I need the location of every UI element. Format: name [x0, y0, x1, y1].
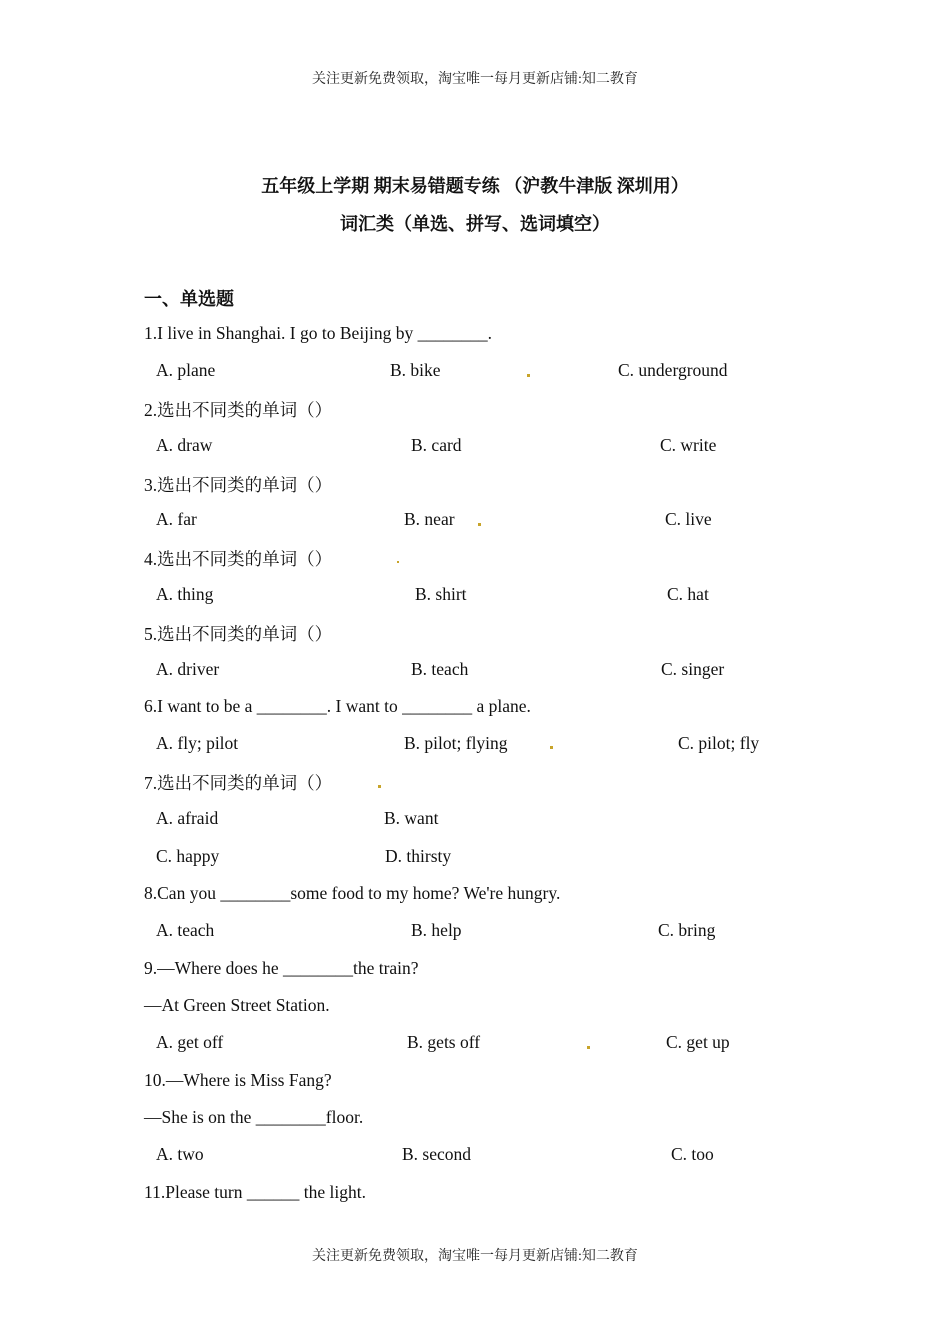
question-2-stem: 2.选出不同类的单词（） [144, 400, 333, 420]
question-6-option-c: C. pilot; fly [678, 733, 760, 753]
question-6-option-a: A. fly; pilot [156, 733, 239, 753]
question-4-option-b: B. shirt [415, 584, 467, 604]
question-9-stem: 9.—Where does he ________the train? [144, 958, 419, 978]
question-9-option-a: A. get off [156, 1032, 224, 1052]
question-3-option-a: A. far [156, 509, 197, 529]
document-subtitle: 词汇类（单选、拼写、选词填空） [340, 214, 610, 234]
question-9-option-b: B. gets off [407, 1032, 481, 1052]
question-8-option-a: A. teach [156, 920, 215, 940]
question-11-stem: 11.Please turn ______ the light. [144, 1182, 366, 1202]
question-4-stem: 4.选出不同类的单词（） [144, 549, 333, 569]
question-7-option-d: D. thirsty [385, 846, 452, 866]
question-6-stem: 6.I want to be a ________. I want to ________ a plane. [144, 696, 531, 716]
question-7-option-a: A. afraid [156, 808, 219, 828]
question-2-option-b: B. card [411, 435, 462, 455]
question-10-option-b: B. second [402, 1144, 472, 1164]
question-3-option-c: C. live [665, 509, 712, 529]
speck-mark [587, 1046, 590, 1049]
question-1-option-c: C. underground [618, 360, 728, 380]
question-2-option-c: C. write [660, 435, 717, 455]
speck-mark [527, 374, 530, 377]
question-5-stem: 5.选出不同类的单词（） [144, 624, 333, 644]
document-title: 五年级上学期 期末易错题专练 （沪教牛津版 深圳用） [261, 176, 689, 196]
question-5-option-a: A. driver [156, 659, 220, 679]
question-7-option-c: C. happy [156, 846, 220, 866]
page-header: 关注更新免费领取，淘宝唯一每月更新店铺:知二教育 [312, 72, 638, 87]
question-7-option-b: B. want [384, 808, 439, 828]
question-4-option-a: A. thing [156, 584, 214, 604]
question-10-stem: 10.—Where is Miss Fang? [144, 1070, 332, 1090]
speck-mark [378, 785, 381, 788]
speck-mark [550, 746, 553, 749]
question-6-option-b: B. pilot; flying [404, 733, 508, 753]
question-8-option-c: C. bring [658, 920, 716, 940]
question-7-stem: 7.选出不同类的单词（） [144, 773, 333, 793]
question-9-option-c: C. get up [666, 1032, 730, 1052]
section-title: 一、单选题 [144, 289, 234, 309]
question-8-stem: 8.Can you ________some food to my home? We're hungry. [144, 883, 561, 903]
question-2-option-a: A. draw [156, 435, 213, 455]
question-10-option-a: A. two [156, 1144, 204, 1164]
question-10-answer-line: —She is on the ________floor. [144, 1107, 364, 1127]
question-3-stem: 3.选出不同类的单词（） [144, 475, 333, 495]
speck-mark [397, 561, 399, 563]
question-8-option-b: B. help [411, 920, 462, 940]
question-4-option-c: C. hat [667, 584, 709, 604]
question-5-option-c: C. singer [661, 659, 725, 679]
question-1-option-b: B. bike [390, 360, 441, 380]
question-9-answer-line: —At Green Street Station. [144, 995, 330, 1015]
question-5-option-b: B. teach [411, 659, 469, 679]
question-3-option-b: B. near [404, 509, 455, 529]
speck-mark [478, 523, 481, 526]
question-1-option-a: A. plane [156, 360, 216, 380]
question-1-stem: 1.I live in Shanghai. I go to Beijing by ________. [144, 323, 493, 343]
question-10-option-c: C. too [671, 1144, 714, 1164]
page-footer: 关注更新免费领取，淘宝唯一每月更新店铺:知二教育 [312, 1249, 638, 1264]
